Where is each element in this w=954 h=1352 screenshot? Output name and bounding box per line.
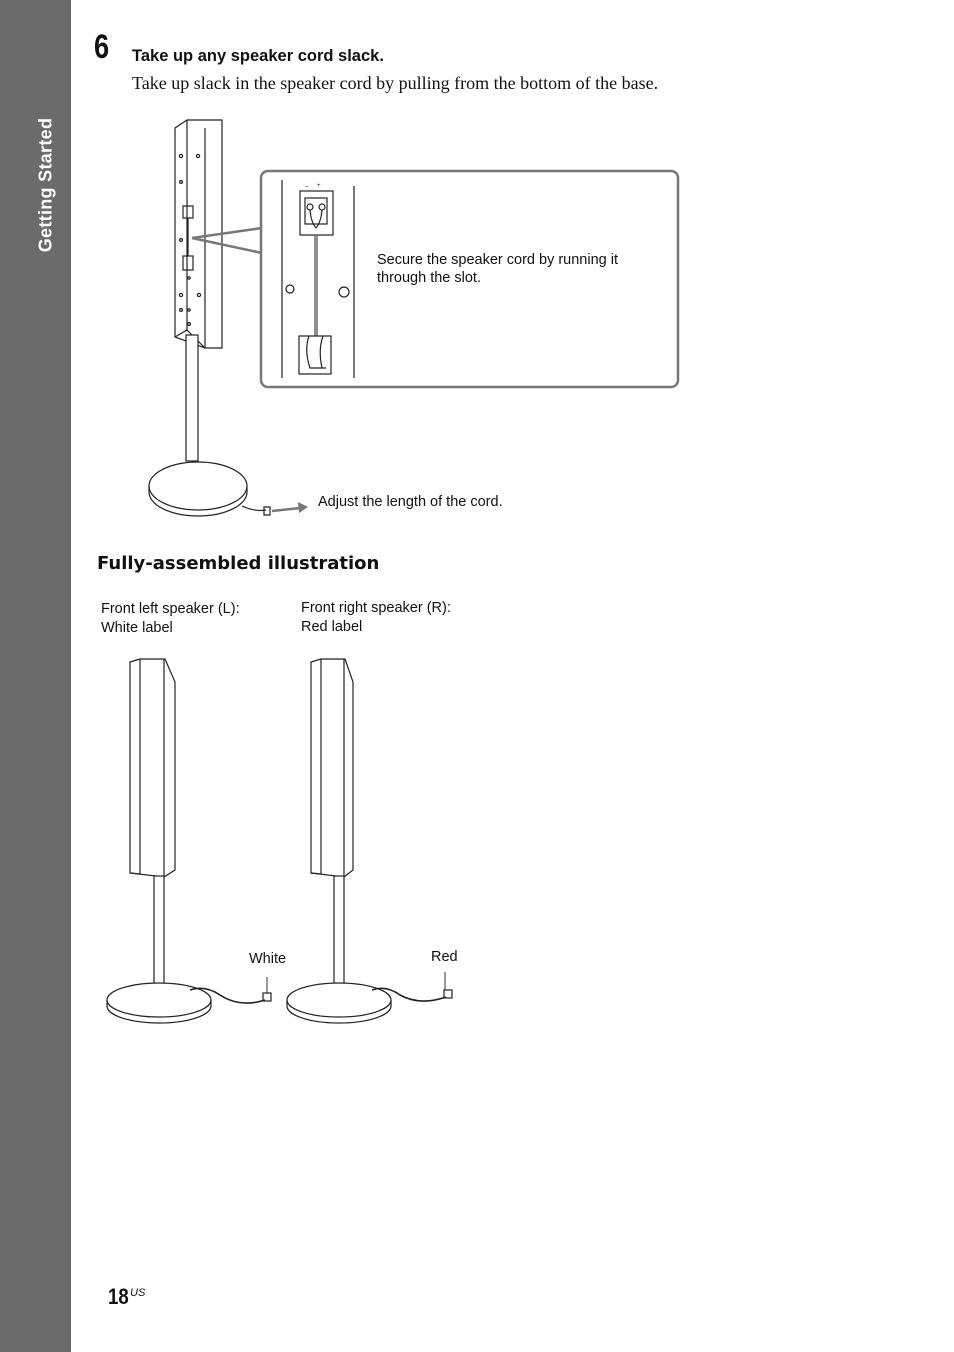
callout-slot bbox=[377, 251, 618, 287]
cord-arrow bbox=[272, 502, 308, 513]
red-cord-label: Red bbox=[431, 949, 458, 965]
right-speaker-label-line2: Red label bbox=[301, 619, 363, 635]
left-speaker-label-line1: Front left speaker (L): bbox=[101, 601, 240, 617]
speaker-back-illustration bbox=[149, 120, 270, 516]
left-speaker-label bbox=[101, 600, 240, 638]
step-body: Take up slack in the speaker cord by pulling from the bottom of the base. bbox=[132, 73, 659, 93]
step-number: 6 bbox=[94, 28, 110, 66]
terminal-minus-mark: – bbox=[305, 184, 309, 190]
step-title: Take up any speaker cord slack. bbox=[132, 47, 384, 65]
section-tab-label: Getting Started bbox=[35, 117, 56, 253]
page-number: 18 bbox=[108, 1284, 129, 1309]
left-speaker-illustration bbox=[107, 659, 271, 1023]
left-speaker-label-line2: White label bbox=[101, 620, 173, 636]
right-speaker-illustration bbox=[287, 659, 452, 1023]
white-cord-label: White bbox=[249, 951, 287, 967]
terminal-plus-mark: + bbox=[317, 183, 321, 189]
section-title: Fully-assembled illustration bbox=[97, 553, 380, 574]
callout-slot-line2: through the slot. bbox=[377, 270, 481, 286]
callout-cord-length: Adjust the length of the cord. bbox=[318, 494, 503, 510]
right-speaker-label bbox=[301, 599, 451, 637]
page-region-suffix: US bbox=[130, 1287, 146, 1299]
callout-slot-line1: Secure the speaker cord by running it bbox=[377, 252, 618, 268]
right-speaker-label-line1: Front right speaker (R): bbox=[301, 600, 451, 616]
